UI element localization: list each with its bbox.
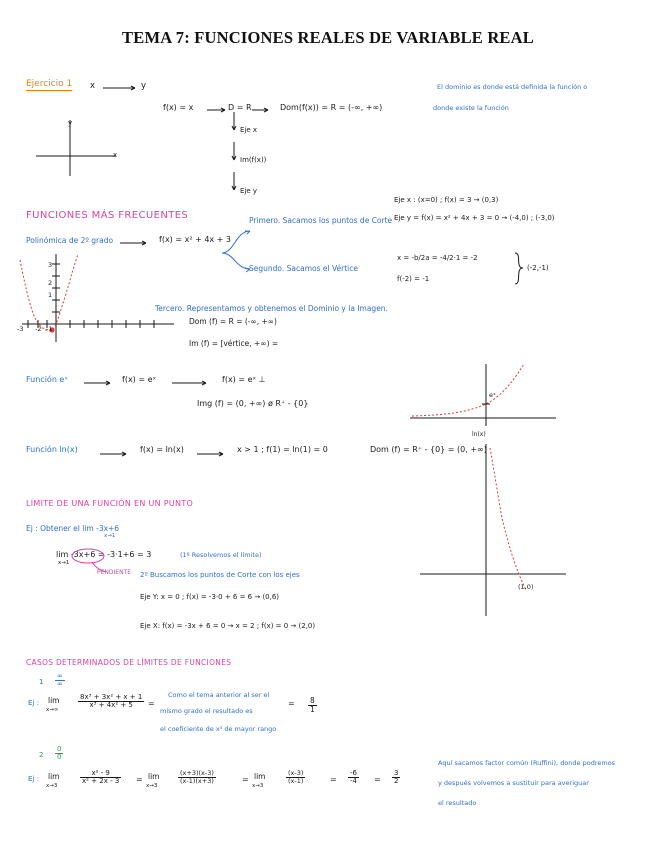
case-2-equals-1: = [136,775,143,784]
case-2-factored-den: (x-1)(x+3) [180,776,214,785]
arrow-ln-2 [197,452,231,458]
case-1-note-3: el coeficiente de x³ de mayor rango [160,725,277,733]
arrow-poly [120,241,154,247]
ln-graph-label: ln(x) [472,431,486,438]
case-2-label: Ej : [28,775,39,783]
case-1-lim: lim [48,696,60,705]
case-1-expression [78,694,144,709]
case-2-lim-3: lim [254,772,266,781]
img-result: Im (f) = [vértice, +∞) = [189,339,279,348]
step-1-text: Primero. Sacamos los puntos de Corte [249,216,393,225]
note-domain-2: donde existe la función [433,104,509,112]
case-1-indeterminate [55,673,65,688]
graph1-ylabel: y [68,119,73,127]
graph1-xlabel: x [113,151,118,159]
determined-cases-heading: CASOS DETERMINADOS DE LÍMITES DE FUNCIONES [26,658,232,667]
limit-eje-y: Eje Y: x = 0 ; f(x) = -3·0 + 6 = 6 → (0,6) [140,593,280,601]
case-2-lim-2: lim [148,772,160,781]
case-2-lim-3-sub: x→3 [252,783,264,789]
limit-note: (1º Resolvemos el límite) [180,551,262,559]
case-2-lim: lim [48,772,60,781]
ln-graph [418,440,568,620]
case-2-final-num: 3 [394,769,399,777]
branch-arrows [231,112,245,192]
arrow-exp-2 [172,381,214,387]
y-label: y [141,81,147,91]
case-2-number: 2 [39,751,44,759]
limit-example-label: Ej : Obtener el lim -3x+6 [26,524,120,533]
case-1-number: 1 [39,678,44,686]
vertex-x: x = -b/2a = -4/2·1 = -2 [397,254,478,262]
limit-example-sub: x→1 [104,533,116,539]
polynomial-function: f(x) = x² + 4x + 3 [159,235,232,244]
case-1-frac-den: ∞ [57,680,63,688]
tick-label-y3: 3 [48,261,53,269]
arrow-exp [84,381,118,387]
ln-function: f(x) = ln(x) [140,445,184,454]
ln-domain: Dom (f) = R⁺ - {0} = (0, +∞) [370,445,487,454]
case-2-lim-2-sub: x→3 [146,783,158,789]
arrow-x-to-y [103,86,143,92]
arrow-ln [100,452,134,458]
case-2-expression [80,770,121,785]
ln-function-label: Función ln(x) [26,445,78,454]
case-1-result [308,697,317,713]
exp-image: Img (f) = (0, +∞) ø R⁺ - {0} [197,399,309,408]
case-1-frac-num: ∞ [57,672,63,680]
case-2-note-2: y después volvemos a sustituir para averiguar [438,779,589,787]
arrow-to-dom [252,108,276,114]
graph-axes-identity [30,118,120,183]
case-1-label: Ej : [28,699,39,707]
case-2-factored-num: (x+3)(x-3) [180,769,214,777]
case-2-final-den: 2 [394,777,399,785]
case-1-denominator: x³ + 4x² + 5 [89,701,133,709]
limit-computation: lim -3x+6 = -3·1+6 = 3 [56,550,152,559]
case-1-result-den: 1 [310,704,315,714]
domain-expr: D = R [228,103,252,112]
x-label: x [90,81,96,91]
case-2-denominator: x² + 2x - 3 [82,777,120,785]
limit-section-heading: LÍMITE DE UNA FUNCIÓN EN UN PUNTO [26,499,194,508]
case-2-equals-2: = [242,775,249,784]
case-2-numerator: x² - 9 [80,770,121,778]
function-definition: f(x) = x [163,103,194,112]
exercise-1-label: Ejercicio 1 [26,80,72,91]
branch-im: Im(f(x)) [240,156,267,164]
tick-label-minus2: -2 [35,325,42,333]
polynomial-label: Polinómica de 2º grado [26,236,114,245]
dom-expr: Dom(f(x)) = R = (-∞, +∞) [280,103,383,112]
case-1-note-2: mismo grado el resultado es [160,707,253,715]
exp-function-label: Función eˣ [26,375,68,384]
exp-function: f(x) = eˣ [122,375,157,384]
case-2-frac-num: 0 [57,745,62,753]
tick-label-y2: 2 [48,279,53,287]
case-2-simplified-num: (x-3) [288,769,304,777]
case-1-result-num: 8 [310,696,315,705]
case-2-sub-num: -6 [350,769,357,777]
limit-computation-sub: x→1 [58,560,70,566]
section-frequent-functions-heading: FUNCIONES MÁS FRECUENTES [26,210,189,221]
step-3-text: Tercero. Representamos y obtenemos el Dominio y la Imagen. [155,304,388,313]
cut-eje-x: Eje x : (x=0) ; f(x) = 3 → (0,3) [394,196,499,204]
vertex-brace [513,252,527,286]
page-title: TEMA 7: FUNCIONES REALES DE VARIABLE REAL [122,28,534,47]
case-2-note-1: Aquí sacamos factor común (Ruffini), donde podremos [438,759,616,767]
ln-graph-point: (1,0) [518,583,534,591]
case-1-lim-sub: x→∞ [46,707,59,713]
exp-graph-tick: eˣ [489,391,496,399]
tick-label-y1: 1 [48,291,53,299]
case-2-simplified-den: (x-1) [288,776,304,785]
cut-eje-y: Eje y = f(x) = x² + 4x + 3 = 0 → (-4,0) ; (-3,0) [394,214,555,222]
tick-label-minus1: -1 [46,325,53,333]
dom-result: Dom (f) = R = (-∞, +∞) [189,317,277,326]
exp-graph [408,362,558,428]
case-1-equals-2: = [288,699,295,708]
vertex-point: (-2,-1) [527,264,549,272]
case-2-indeterminate [55,746,63,761]
case-1-note-1: Como el tema anterior al ser el [168,691,270,699]
case-2-equals-3: = [330,775,337,784]
case-2-substituted [348,770,359,785]
case-2-factored [178,770,216,784]
note-domain-1: El dominio es donde está definida la función o [437,83,588,91]
case-2-final [392,770,400,785]
vertex-y: f(-2) = -1 [397,275,430,283]
case-2-frac-den: 0 [57,753,62,761]
step-2-text: Segundo. Sacamos el Vértice [249,264,358,273]
pendiente-label: PENDIENTE [97,569,132,576]
case-2-sub-den: -4 [350,777,357,785]
branch-eje-x: Eje x [240,126,258,134]
branch-eje-y: Eje y [240,187,258,195]
limit-step-2: 2º Buscamos los puntos de Corte con los ejes [140,571,300,579]
case-1-equals: = [148,699,155,708]
exp-domain: f(x) = eˣ ⊥ [222,375,266,384]
tick-label-minus3: -3 [17,325,24,333]
case-2-note-3: el resultado [438,799,477,807]
case-1-numerator: 8x³ + 3x² + x + 1 [80,693,143,701]
case-2-simplified [286,770,305,784]
case-2-lim-sub: x→3 [46,783,58,789]
case-2-equals-4: = [374,775,381,784]
limit-eje-x: Eje X: f(x) = -3x + 6 = 0 → x = 2 ; f(x) = 0 → (2,0) [140,622,316,630]
parabola-graph [14,250,179,350]
ln-condition: x > 1 ; f(1) = ln(1) = 0 [237,445,328,454]
